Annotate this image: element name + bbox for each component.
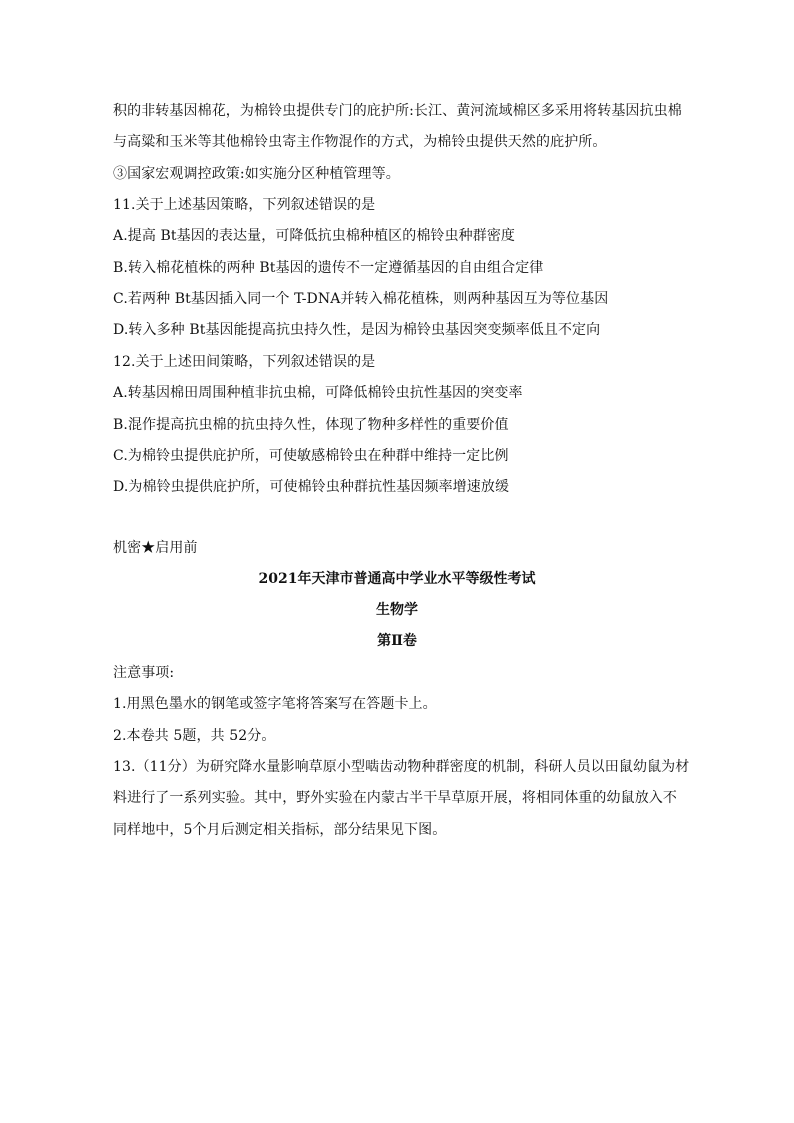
intro-line: ③国家宏观调控政策:如实施分区种植管理等。 [113, 165, 400, 182]
option-b: B.混作提高抗虫棉的抗虫持久性，体现了物种多样性的重要价值 [113, 416, 509, 433]
option-b: B.转入棉花植株的两种 Bt基因的遗传不一定遵循基因的自由组合定律 [113, 259, 544, 276]
intro-paragraph [113, 96, 688, 190]
notes-section [113, 658, 688, 752]
notes-item: 1.用黑色墨水的钢笔或签字笔将答案写在答题卡上。 [113, 696, 437, 713]
question-line: 13.（11分）为研究降水量影响草原小型啮齿动物种群密度的机制，科研人员以田鼠幼鼠为材 [113, 759, 690, 775]
question-stem: 12.关于上述田间策略，下列叙述错误的是 [113, 354, 376, 370]
option-a: A.转基因棉田周围种植非抗虫棉，可降低棉铃虫抗性基因的突变率 [113, 385, 523, 402]
option-c: C.若两种 Bt基因插入同一个 T-DNA并转入棉花植株，则两种基因互为等位基因 [113, 290, 609, 307]
confidential-marker [113, 533, 688, 564]
intro-line: 与高粱和玉米等其他棉铃虫寄主作物混作的方式，为棉铃虫提供天然的庇护所。 [113, 134, 607, 151]
question-13 [113, 752, 688, 846]
option-c: C.为棉铃虫提供庇护所，可使敏感棉铃虫在种群中维持一定比例 [113, 447, 509, 464]
exam-subject: 生物学 [376, 602, 418, 618]
question-line: 料进行了一系列实验。其中，野外实验在内蒙古半干旱草原开展，将相同体重的幼鼠放入不 [113, 790, 677, 807]
option-d: D.为棉铃虫提供庇护所，可使棉铃虫种群抗性基因频率增速放缓 [113, 479, 510, 496]
notes-heading: 注意事项: [113, 665, 175, 681]
question-line: 同样地中，5个月后测定相关指标，部分结果见下图。 [113, 821, 447, 838]
intro-line: 积的非转基因棉花，为棉铃虫提供专门的庇护所:长江、黄河流域棉区多采用将转基因抗虫棉 [113, 103, 682, 119]
question-11 [113, 190, 688, 346]
exam-title: 2021年天津市普通高中学业水平等级性考试 [258, 571, 536, 587]
question-12 [113, 347, 688, 503]
notes-item: 2.本卷共 5题，共 52分。 [113, 727, 276, 744]
option-d: D.转入多种 Bt基因能提高抗虫持久性，是因为棉铃虫基因突变频率低且不定向 [113, 322, 601, 339]
confidential-text: 机密★启用前 [113, 540, 198, 556]
option-a: A.提高 Bt基因的表达量，可降低抗虫棉种植区的棉铃虫种群密度 [113, 228, 516, 245]
exam-header [113, 564, 681, 657]
exam-part: 第Ⅱ卷 [377, 633, 417, 649]
question-stem: 11.关于上述基因策略，下列叙述错误的是 [113, 197, 376, 213]
